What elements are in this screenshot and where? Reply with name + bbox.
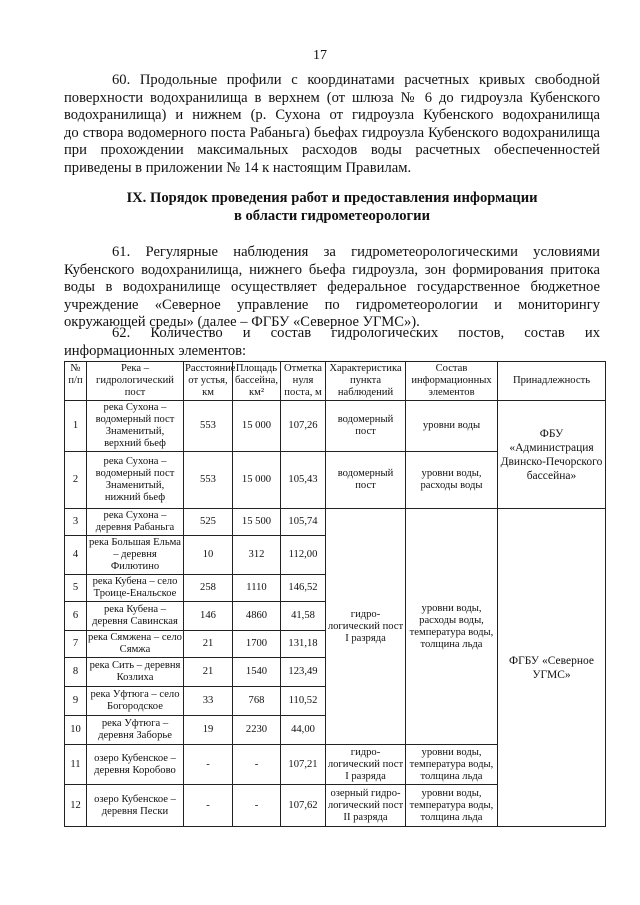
text-line: учреждение «Северное управление по гидрометеорологии и мониторингу	[64, 296, 600, 313]
page-number: 17	[313, 48, 327, 63]
cell-mark: 112,00	[281, 536, 326, 575]
cell-river: река Сухона – водомерный пост Знаменитый, верхний бьеф	[87, 401, 184, 452]
cell-num: 8	[65, 658, 87, 687]
cell-mark: 123,49	[281, 658, 326, 687]
heading-line: IX. Порядок проведения работ и предоставления информации	[126, 190, 538, 206]
text-line: Кубенского водохранилища, нижнего бьефа гидроузла, зон формирования притока	[64, 261, 600, 278]
cell-composition: уровни воды, температура воды, толщина льда	[406, 785, 498, 827]
cell-river: река Кубена – село Троице-Енальское	[87, 575, 184, 602]
cell-area: 312	[233, 536, 281, 575]
cell-mark: 41,58	[281, 602, 326, 631]
cell-mark: 107,21	[281, 745, 326, 785]
text-line: воды в водохранилище осуществляет федеральное государственное бюджетное	[64, 279, 600, 296]
cell-num: 6	[65, 602, 87, 631]
cell-area: 15 000	[233, 452, 281, 509]
header-area: Площадь бассейна, км²	[233, 362, 281, 401]
cell-river: река Сямжена – село Сямжа	[87, 631, 184, 658]
cell-num: 9	[65, 687, 87, 716]
cell-river: река Кубена – деревня Савинская	[87, 602, 184, 631]
cell-distance: 146	[184, 602, 233, 631]
cell-distance: 21	[184, 658, 233, 687]
cell-river: река Большая Ельма – деревня Филютино	[87, 536, 184, 575]
cell-river: река Уфтюга – деревня Заборье	[87, 716, 184, 745]
text-line: при прохождении максимальных расходов воды расчетных обеспеченностей	[64, 142, 600, 159]
cell-distance: 10	[184, 536, 233, 575]
text-line: приведены в приложении № 14 к настоящим Правилам.	[64, 159, 412, 176]
cell-area: 15 000	[233, 401, 281, 452]
cell-mark: 107,26	[281, 401, 326, 452]
cell-distance: 258	[184, 575, 233, 602]
cell-mark: 107,62	[281, 785, 326, 827]
text-line: 62. Количество и состав гидрологических постов, состав их	[112, 325, 600, 341]
cell-num: 5	[65, 575, 87, 602]
cell-distance: 525	[184, 509, 233, 536]
cell-num: 10	[65, 716, 87, 745]
table-row	[65, 509, 606, 536]
text-line: 61. Регулярные наблюдения за гидрометеорологическими условиями	[112, 244, 600, 260]
cell-distance: -	[184, 745, 233, 785]
cell-mark: 131,18	[281, 631, 326, 658]
cell-num: 12	[65, 785, 87, 827]
cell-area: 15 500	[233, 509, 281, 536]
cell-characteristic: озерный гидро-логический пост II разряда	[326, 785, 406, 827]
cell-characteristic: водомерный пост	[326, 452, 406, 509]
cell-area: 1700	[233, 631, 281, 658]
cell-num: 1	[65, 401, 87, 452]
header-river: Река – гидрологический пост	[87, 362, 184, 401]
cell-area: 1540	[233, 658, 281, 687]
cell-river: озеро Кубенское – деревня Коробово	[87, 745, 184, 785]
cell-river: река Уфтюга – село Богородское	[87, 687, 184, 716]
text-line: водохранилища) и нижнем (р. Сухона от гидроузла Кубенского водохранилища	[64, 107, 600, 124]
cell-distance: 21	[184, 631, 233, 658]
cell-river: река Сухона – деревня Рабаньга	[87, 509, 184, 536]
header-distance: Расстояние от устья, км	[184, 362, 233, 401]
cell-area: -	[233, 745, 281, 785]
paragraph-61	[64, 244, 600, 332]
cell-characteristic: водомерный пост	[326, 401, 406, 452]
text-line: до створа водомерного поста Рабаньга) бьефах гидроузла Кубенского водохранилища	[64, 124, 600, 141]
cell-composition: уровни воды, температура воды, толщина льда	[406, 745, 498, 785]
cell-composition: уровни воды	[406, 401, 498, 452]
paragraph-62	[64, 325, 600, 360]
cell-area: -	[233, 785, 281, 827]
section-heading	[64, 190, 600, 225]
header-owner: Принадлежность	[498, 362, 606, 401]
text-line: поверхности водохранилища в верхнем (от шлюза № 6 до гидроузла Кубенского	[64, 89, 600, 106]
table-row	[65, 401, 606, 452]
heading-line: в области гидрометеорологии	[233, 207, 430, 224]
cell-characteristic: гидро-логический пост I разряда	[326, 745, 406, 785]
header-mark: Отметка нуля поста, м	[281, 362, 326, 401]
cell-characteristic: гидро-логический пост I разряда	[326, 509, 406, 745]
cell-num: 7	[65, 631, 87, 658]
cell-river: река Сухона – водомерный пост Знаменитый, нижний бьеф	[87, 452, 184, 509]
cell-area: 768	[233, 687, 281, 716]
posts-table	[64, 361, 606, 827]
cell-mark: 44,00	[281, 716, 326, 745]
cell-composition: уровни воды, расходы воды	[406, 452, 498, 509]
table-header-row	[65, 362, 606, 401]
header-composition: Состав информационных элементов	[406, 362, 498, 401]
cell-num: 11	[65, 745, 87, 785]
cell-mark: 110,52	[281, 687, 326, 716]
cell-area: 4860	[233, 602, 281, 631]
cell-mark: 146,52	[281, 575, 326, 602]
cell-river: река Сить – деревня Козлиха	[87, 658, 184, 687]
cell-distance: -	[184, 785, 233, 827]
text-line: 60. Продольные профили с координатами расчетных кривых свободной	[112, 72, 600, 88]
cell-num: 2	[65, 452, 87, 509]
cell-composition: уровни воды, расходы воды, температура воды, толщина льда	[406, 509, 498, 745]
cell-num: 4	[65, 536, 87, 575]
cell-distance: 33	[184, 687, 233, 716]
cell-distance: 553	[184, 401, 233, 452]
header-num: № п/п	[65, 362, 87, 401]
cell-num: 3	[65, 509, 87, 536]
cell-river: озеро Кубенское – деревня Пески	[87, 785, 184, 827]
cell-owner: ФБУ «Администрация Двинско-Печорского бассейна»	[498, 401, 606, 509]
header-characteristic: Характеристика пункта наблюдений	[326, 362, 406, 401]
cell-mark: 105,43	[281, 452, 326, 509]
cell-area: 2230	[233, 716, 281, 745]
text-line: информационных элементов:	[64, 342, 247, 359]
paragraph-60	[64, 72, 600, 178]
text-line: окружающей среды» (далее – ФГБУ «Северное УГМС»).	[64, 314, 420, 331]
cell-mark: 105,74	[281, 509, 326, 536]
cell-distance: 19	[184, 716, 233, 745]
cell-owner: ФГБУ «Северное УГМС»	[498, 509, 606, 827]
cell-area: 1110	[233, 575, 281, 602]
cell-distance: 553	[184, 452, 233, 509]
